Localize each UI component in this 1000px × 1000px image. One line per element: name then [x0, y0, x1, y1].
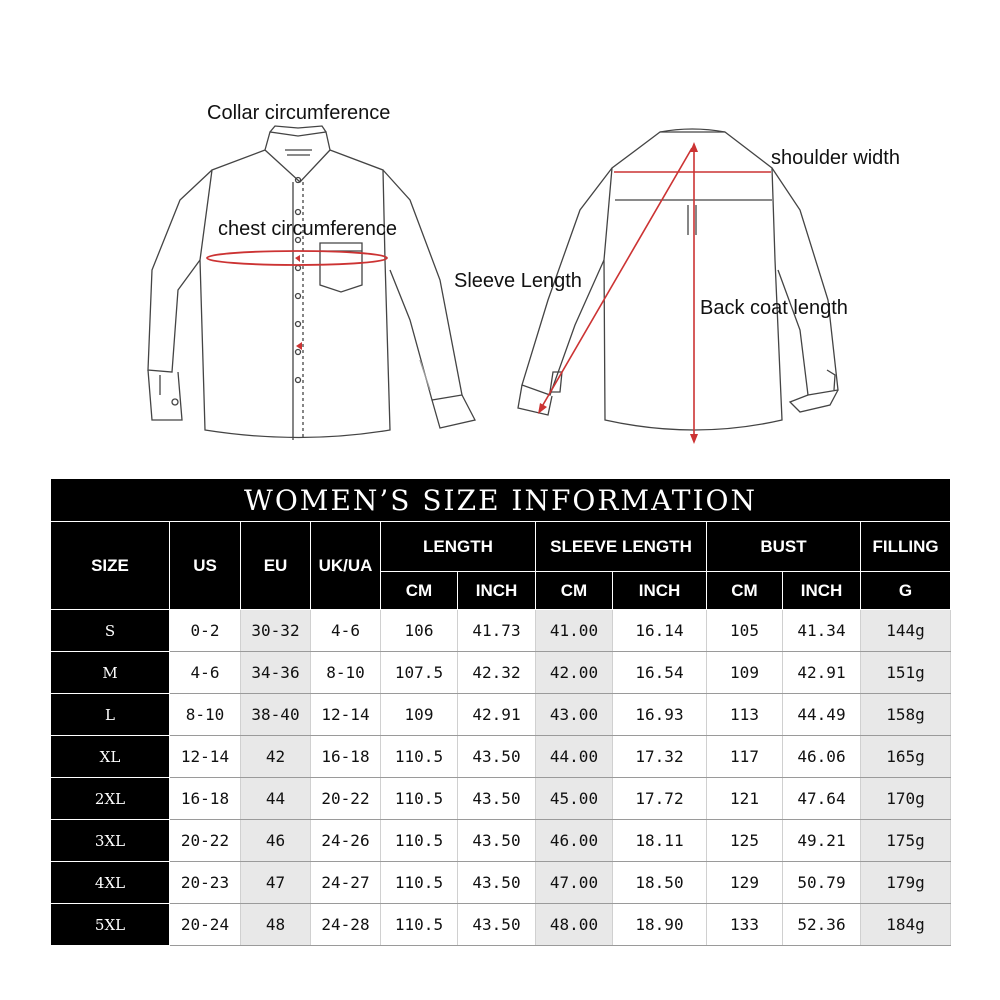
sleeve-inch-cell: 18.11: [613, 820, 707, 862]
size-label-cell: M: [51, 652, 170, 694]
subheader-filling-g: G: [861, 572, 951, 610]
eu-cell: 42: [241, 736, 311, 778]
table-row: [51, 862, 951, 904]
header-filling: FILLING: [861, 522, 951, 572]
sleeve-cm-cell: 43.00: [536, 694, 613, 736]
shirt-illustrations: [0, 0, 1000, 470]
header-us: US: [170, 522, 241, 610]
eu-cell: 44: [241, 778, 311, 820]
us-cell: 20-22: [170, 820, 241, 862]
sleeve-cm-cell: 44.00: [536, 736, 613, 778]
bust-inch-cell: 42.91: [783, 652, 861, 694]
header-size: SIZE: [51, 522, 170, 610]
filling-cell: 175g: [861, 820, 951, 862]
bust-inch-cell: 44.49: [783, 694, 861, 736]
chest-arrow-icon: [295, 255, 300, 262]
us-cell: 12-14: [170, 736, 241, 778]
bust-cm-cell: 133: [707, 904, 783, 946]
ukua-cell: 20-22: [311, 778, 381, 820]
eu-cell: 34-36: [241, 652, 311, 694]
ukua-cell: 24-27: [311, 862, 381, 904]
size-label-cell: 5XL: [51, 904, 170, 946]
bust-inch-cell: 46.06: [783, 736, 861, 778]
sleeve-cm-cell: 42.00: [536, 652, 613, 694]
us-cell: 20-24: [170, 904, 241, 946]
ukua-cell: 24-28: [311, 904, 381, 946]
size-label-cell: XL: [51, 736, 170, 778]
sleeve-inch-cell: 17.72: [613, 778, 707, 820]
bust-cm-cell: 121: [707, 778, 783, 820]
us-cell: 8-10: [170, 694, 241, 736]
filling-cell: 144g: [861, 610, 951, 652]
filling-cell: 184g: [861, 904, 951, 946]
table-row: [51, 736, 951, 778]
us-cell: 20-23: [170, 862, 241, 904]
back-measure-lines: [538, 142, 771, 444]
size-label-cell: S: [51, 610, 170, 652]
bust-cm-cell: 117: [707, 736, 783, 778]
size-label-cell: 4XL: [51, 862, 170, 904]
table-row: [51, 904, 951, 946]
sleeve-inch-cell: 18.90: [613, 904, 707, 946]
length-cm-cell: 110.5: [381, 820, 458, 862]
filling-cell: 165g: [861, 736, 951, 778]
shoulder-width-label: shoulder width: [771, 147, 900, 169]
bust-cm-cell: 125: [707, 820, 783, 862]
bust-inch-cell: 41.34: [783, 610, 861, 652]
bust-cm-cell: 105: [707, 610, 783, 652]
eu-cell: 30-32: [241, 610, 311, 652]
length-inch-cell: 42.91: [458, 694, 536, 736]
sleeve-inch-cell: 16.14: [613, 610, 707, 652]
subheader-bust-inch: INCH: [783, 572, 861, 610]
sleeve-inch-cell: 18.50: [613, 862, 707, 904]
header-ukua: UK/UA: [311, 522, 381, 610]
size-table: [50, 478, 951, 946]
subheader-length-inch: INCH: [458, 572, 536, 610]
bust-inch-cell: 52.36: [783, 904, 861, 946]
length-cm-cell: 106: [381, 610, 458, 652]
header-eu: EU: [241, 522, 311, 610]
sleeve-cm-cell: 41.00: [536, 610, 613, 652]
ukua-cell: 8-10: [311, 652, 381, 694]
subheader-sleeve-cm: CM: [536, 572, 613, 610]
eu-cell: 46: [241, 820, 311, 862]
bust-cm-cell: 113: [707, 694, 783, 736]
table-row: [51, 652, 951, 694]
chest-circumference-label: chest circumference: [218, 218, 397, 240]
filling-cell: 170g: [861, 778, 951, 820]
subheader-length-cm: CM: [381, 572, 458, 610]
ukua-cell: 12-14: [311, 694, 381, 736]
table-body: [51, 610, 951, 946]
length-inch-cell: 43.50: [458, 736, 536, 778]
subheader-sleeve-inch: INCH: [613, 572, 707, 610]
collar-circumference-label: Collar circumference: [207, 102, 391, 124]
front-shirt-drawing: [148, 126, 475, 440]
length-inch-cell: 43.50: [458, 904, 536, 946]
ukua-cell: 24-26: [311, 820, 381, 862]
length-cm-cell: 110.5: [381, 862, 458, 904]
subheader-bust-cm: CM: [707, 572, 783, 610]
us-cell: 16-18: [170, 778, 241, 820]
header-sleeve-length: SLEEVE LENGTH: [536, 522, 707, 572]
eu-cell: 47: [241, 862, 311, 904]
sleeve-inch-cell: 16.54: [613, 652, 707, 694]
sleeve-inch-cell: 17.32: [613, 736, 707, 778]
bust-cm-cell: 109: [707, 652, 783, 694]
us-cell: 4-6: [170, 652, 241, 694]
back-coat-length-label: Back coat length: [700, 297, 848, 319]
eu-cell: 48: [241, 904, 311, 946]
size-label-cell: 2XL: [51, 778, 170, 820]
sleeve-cm-cell: 45.00: [536, 778, 613, 820]
sleeve-cm-cell: 48.00: [536, 904, 613, 946]
filling-cell: 179g: [861, 862, 951, 904]
table-title: WOMEN’S SIZE INFORMATION: [51, 479, 951, 522]
table-row: [51, 778, 951, 820]
length-cm-cell: 110.5: [381, 904, 458, 946]
length-cm-cell: 110.5: [381, 736, 458, 778]
length-inch-cell: 41.73: [458, 610, 536, 652]
shirt-measurement-diagram: [0, 0, 1000, 470]
bust-inch-cell: 50.79: [783, 862, 861, 904]
size-label-cell: L: [51, 694, 170, 736]
filling-cell: 151g: [861, 652, 951, 694]
ukua-cell: 16-18: [311, 736, 381, 778]
filling-cell: 158g: [861, 694, 951, 736]
header-length: LENGTH: [381, 522, 536, 572]
sleeve-cm-cell: 47.00: [536, 862, 613, 904]
table-row: [51, 820, 951, 862]
length-inch-cell: 43.50: [458, 820, 536, 862]
sleeve-cm-cell: 46.00: [536, 820, 613, 862]
bust-inch-cell: 49.21: [783, 820, 861, 862]
length-cm-cell: 109: [381, 694, 458, 736]
length-inch-cell: 42.32: [458, 652, 536, 694]
length-cm-cell: 107.5: [381, 652, 458, 694]
sleeve-length-label: Sleeve Length: [454, 270, 582, 292]
sleeve-inch-cell: 16.93: [613, 694, 707, 736]
us-cell: 0-2: [170, 610, 241, 652]
front-arrow-icon: [296, 342, 302, 350]
bust-cm-cell: 129: [707, 862, 783, 904]
length-cm-cell: 110.5: [381, 778, 458, 820]
table-row: [51, 610, 951, 652]
eu-cell: 38-40: [241, 694, 311, 736]
ukua-cell: 4-6: [311, 610, 381, 652]
length-inch-cell: 43.50: [458, 862, 536, 904]
bust-inch-cell: 47.64: [783, 778, 861, 820]
header-bust: BUST: [707, 522, 861, 572]
length-inch-cell: 43.50: [458, 778, 536, 820]
table-row: [51, 694, 951, 736]
size-label-cell: 3XL: [51, 820, 170, 862]
